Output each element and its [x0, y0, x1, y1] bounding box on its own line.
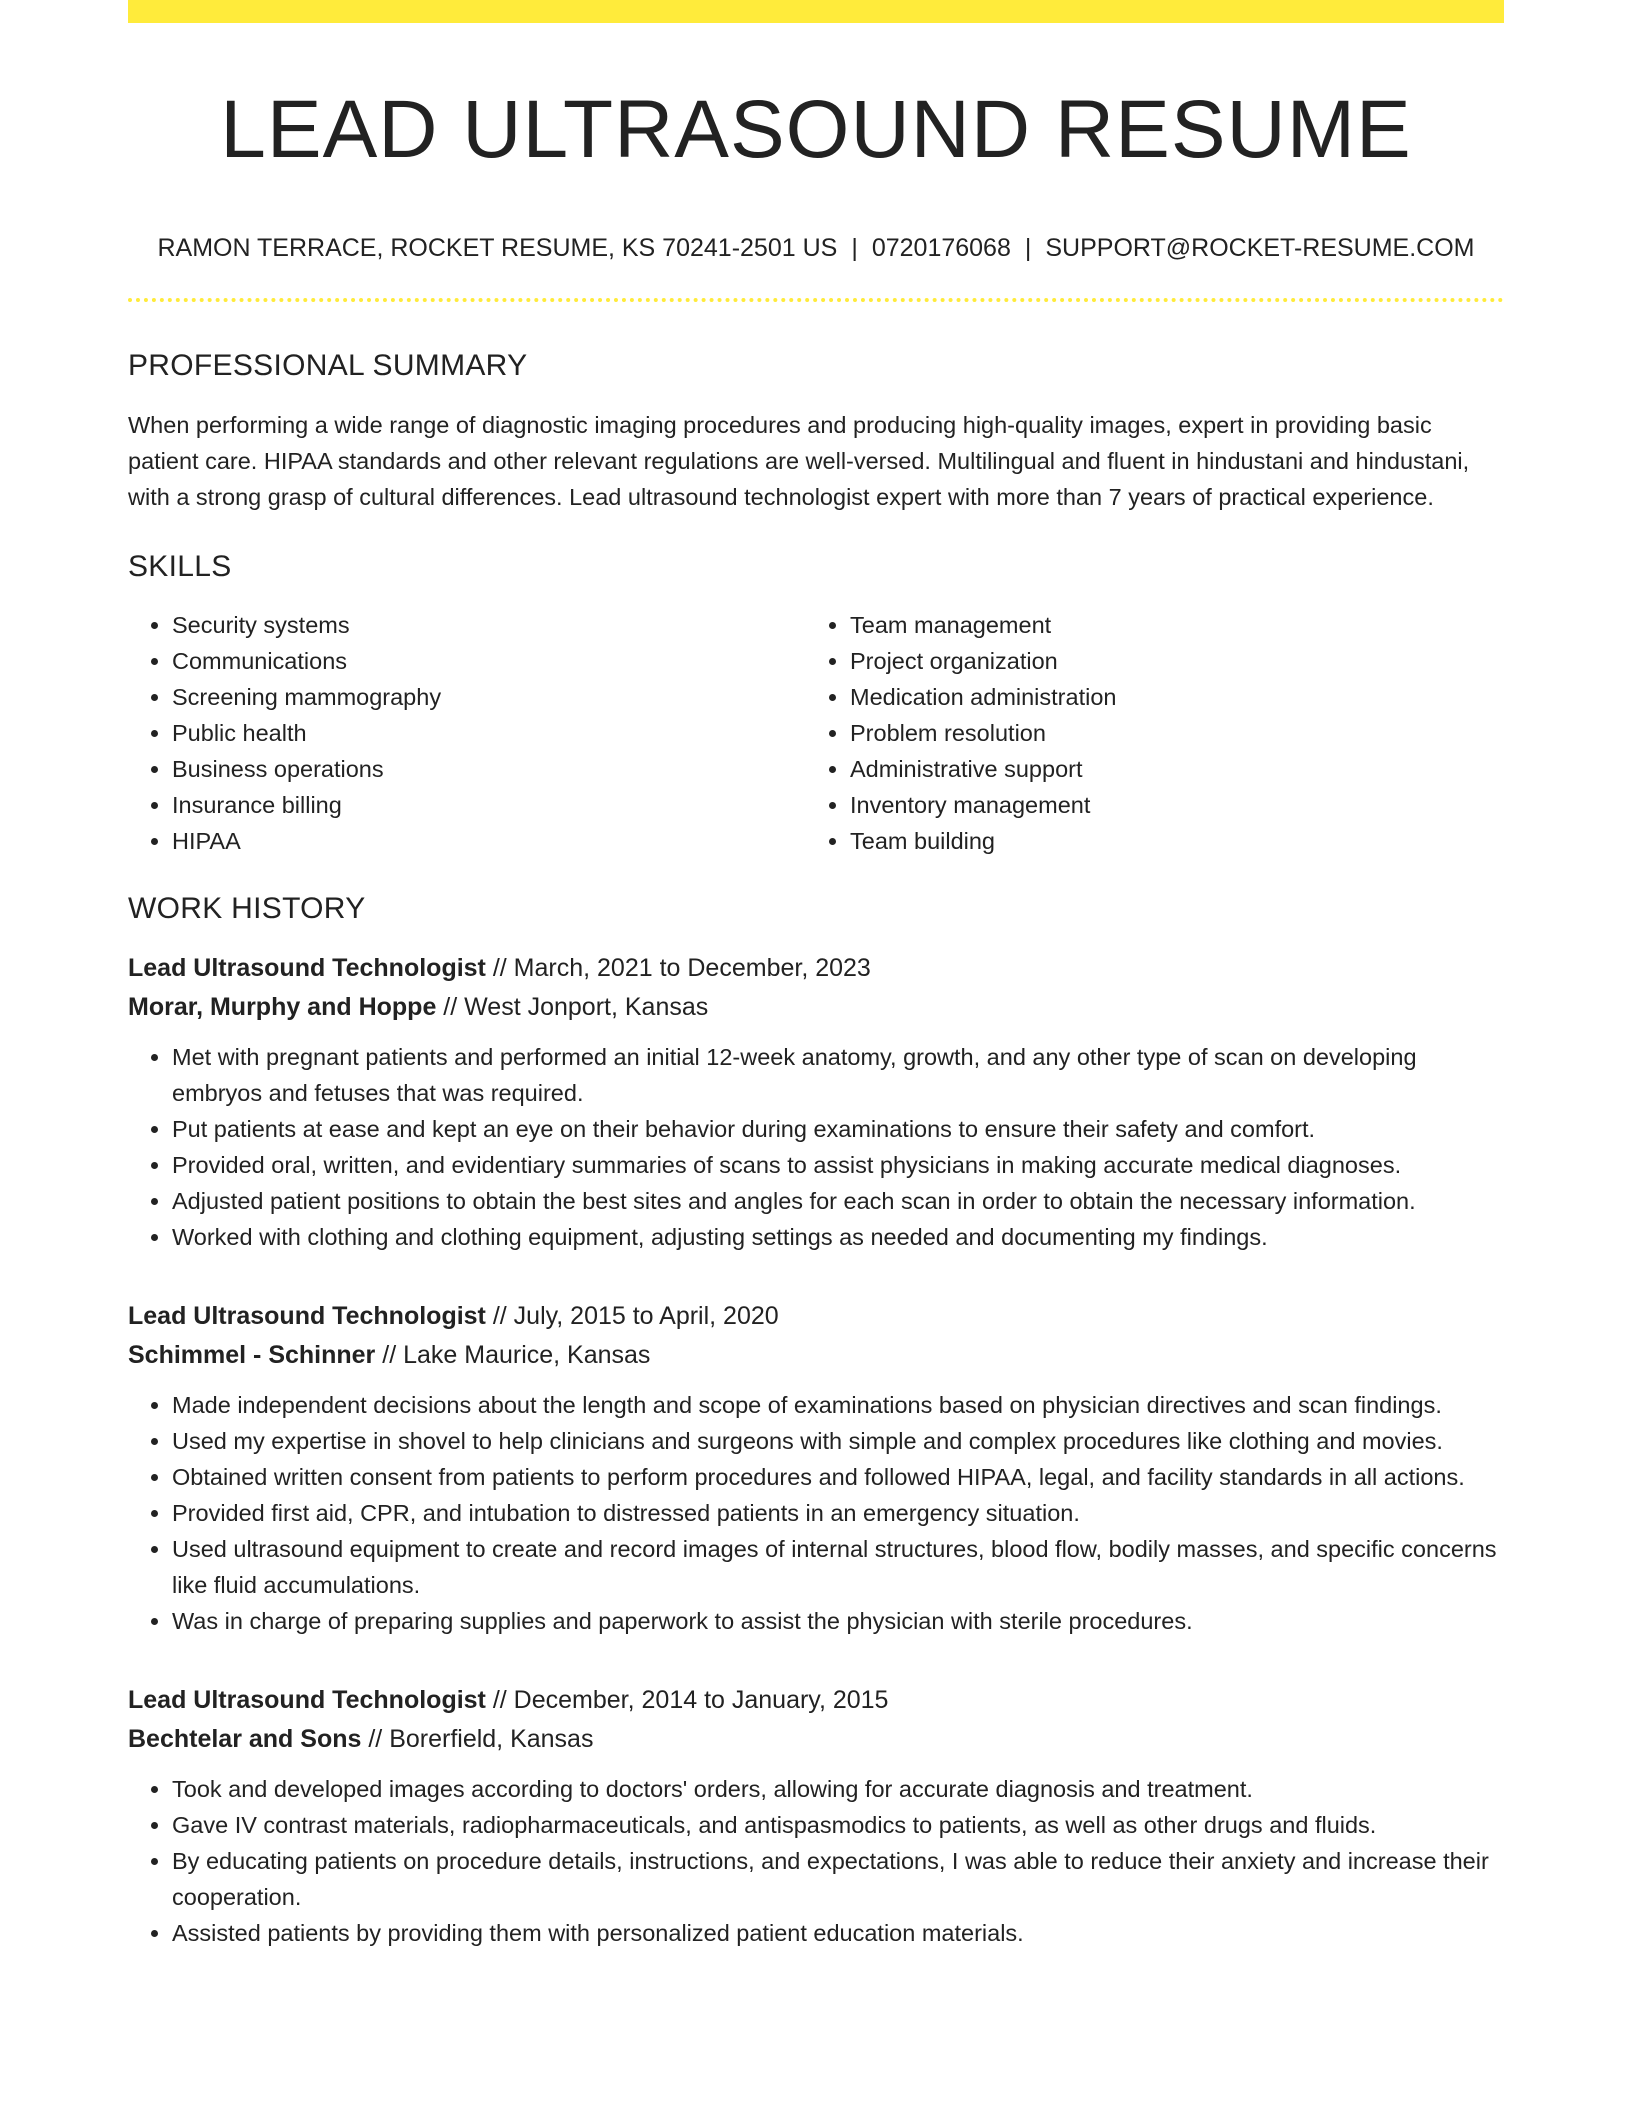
skill-item: • Inventory management	[850, 787, 1484, 823]
job-location: // West Jonport, Kansas	[436, 993, 709, 1022]
job-entry	[128, 1681, 1504, 1951]
job-role-line	[128, 1297, 1504, 1336]
job-entry	[128, 1297, 1504, 1639]
resume-page	[128, 0, 1504, 1951]
job-company-line	[128, 1720, 1504, 1759]
job-company-line	[128, 1336, 1504, 1375]
job-bullet: • Used ultrasound equipment to create and record images of internal structures, blood flow, bodily masses, and specific concerns like fluid accumulations.	[172, 1531, 1504, 1603]
job-bullet: • Was in charge of preparing supplies and paperwork to assist the physician with sterile procedures.	[172, 1603, 1504, 1639]
contact-phone: 0720176068	[871, 234, 1011, 263]
job-bullet: • Provided oral, written, and evidentiary summaries of scans to assist physicians in making accurate medical diagnoses.	[172, 1147, 1504, 1183]
job-company-line	[128, 988, 1504, 1027]
skill-item: • Business operations	[172, 751, 806, 787]
top-accent-bar	[128, 0, 1504, 23]
skill-item: • Public health	[172, 715, 806, 751]
dotted-divider	[128, 298, 1504, 302]
job-bullets	[128, 1387, 1504, 1639]
job-bullets	[128, 1039, 1504, 1255]
job-role-line	[128, 1681, 1504, 1720]
job-dates: // March, 2021 to December, 2023	[485, 954, 871, 983]
section-title-skills: SKILLS	[128, 550, 232, 584]
job-bullet: • Gave IV contrast materials, radiopharmaceuticals, and antispasmodics to patients, as well as other drugs and fluids.	[172, 1807, 1504, 1843]
summary-text: When performing a wide range of diagnostic imaging procedures and producing high-quality images, expert in providing basic patient care. HIPAA standards and other relevant regulations are well-versed. Multilingual and fluent in hindustani and hindustani, with a strong grasp of cultural differences. Lead ultrasound technologist expert with more than 7 years of practical experience.	[128, 412, 1470, 511]
skill-item: • Communications	[172, 643, 806, 679]
job-bullet: • Obtained written consent from patients to perform procedures and followed HIPAA, legal, and facility standards in all actions.	[172, 1459, 1504, 1495]
job-role: Lead Ultrasound Technologist	[128, 1686, 486, 1715]
job-bullet: • Met with pregnant patients and performed an initial 12-week anatomy, growth, and any other type of scan on developing embryos and fetuses that was required.	[172, 1039, 1504, 1111]
contact-separator: |	[1024, 234, 1032, 263]
section-title-work-history: WORK HISTORY	[128, 892, 366, 926]
skill-item: • HIPAA	[172, 823, 806, 859]
skill-item: • Problem resolution	[850, 715, 1484, 751]
job-dates: // July, 2015 to April, 2020	[485, 1302, 779, 1331]
skill-item: • Security systems	[172, 607, 806, 643]
job-company: Bechtelar and Sons	[128, 1725, 362, 1754]
job-bullet: • Took and developed images according to doctors' orders, allowing for accurate diagnosis and treatment.	[172, 1771, 1504, 1807]
job-dates: // December, 2014 to January, 2015	[485, 1686, 889, 1715]
skill-item: • Administrative support	[850, 751, 1484, 787]
job-bullet: • By educating patients on procedure details, instructions, and expectations, I was able to reduce their anxiety and increase their cooperation.	[172, 1843, 1504, 1915]
job-location: // Lake Maurice, Kansas	[375, 1341, 651, 1370]
skills-column-left	[128, 607, 806, 859]
contact-email: SUPPORT@ROCKET-RESUME.COM	[1045, 234, 1475, 263]
job-bullet: • Adjusted patient positions to obtain the best sites and angles for each scan in order to obtain the necessary information.	[172, 1183, 1504, 1219]
skill-item: • Medication administration	[850, 679, 1484, 715]
job-bullet: • Provided first aid, CPR, and intubation to distressed patients in an emergency situation.	[172, 1495, 1504, 1531]
skills-list	[128, 607, 1504, 859]
job-bullets	[128, 1771, 1504, 1951]
resume-title: LEAD ULTRASOUND RESUME	[220, 84, 1412, 175]
job-role: Lead Ultrasound Technologist	[128, 1302, 486, 1331]
job-role: Lead Ultrasound Technologist	[128, 954, 486, 983]
job-entry	[128, 949, 1504, 1255]
job-company: Morar, Murphy and Hoppe	[128, 993, 437, 1022]
contact-separator: |	[851, 234, 858, 263]
skill-item: • Team management	[850, 607, 1484, 643]
job-bullet: • Made independent decisions about the length and scope of examinations based on physician directives and scan findings.	[172, 1387, 1504, 1423]
job-company: Schimmel - Schinner	[128, 1341, 376, 1370]
job-bullet: • Put patients at ease and kept an eye on their behavior during examinations to ensure their safety and comfort.	[172, 1111, 1504, 1147]
job-bullet: • Assisted patients by providing them with personalized patient education materials.	[172, 1915, 1504, 1951]
contact-address: RAMON TERRACE, ROCKET RESUME, KS 70241-2501 US	[157, 234, 838, 263]
skill-item: • Screening mammography	[172, 679, 806, 715]
section-title-summary: PROFESSIONAL SUMMARY	[128, 349, 528, 383]
job-bullet: • Used my expertise in shovel to help clinicians and surgeons with simple and complex procedures like clothing and movies.	[172, 1423, 1504, 1459]
job-bullet: • Worked with clothing and clothing equipment, adjusting settings as needed and documenting my findings.	[172, 1219, 1504, 1255]
job-role-line	[128, 949, 1504, 988]
skill-item: • Team building	[850, 823, 1484, 859]
job-location: // Borerfield, Kansas	[361, 1725, 594, 1754]
contact-line	[128, 233, 1504, 263]
skill-item: • Insurance billing	[172, 787, 806, 823]
skill-item: • Project organization	[850, 643, 1484, 679]
skills-column-right	[806, 607, 1484, 859]
